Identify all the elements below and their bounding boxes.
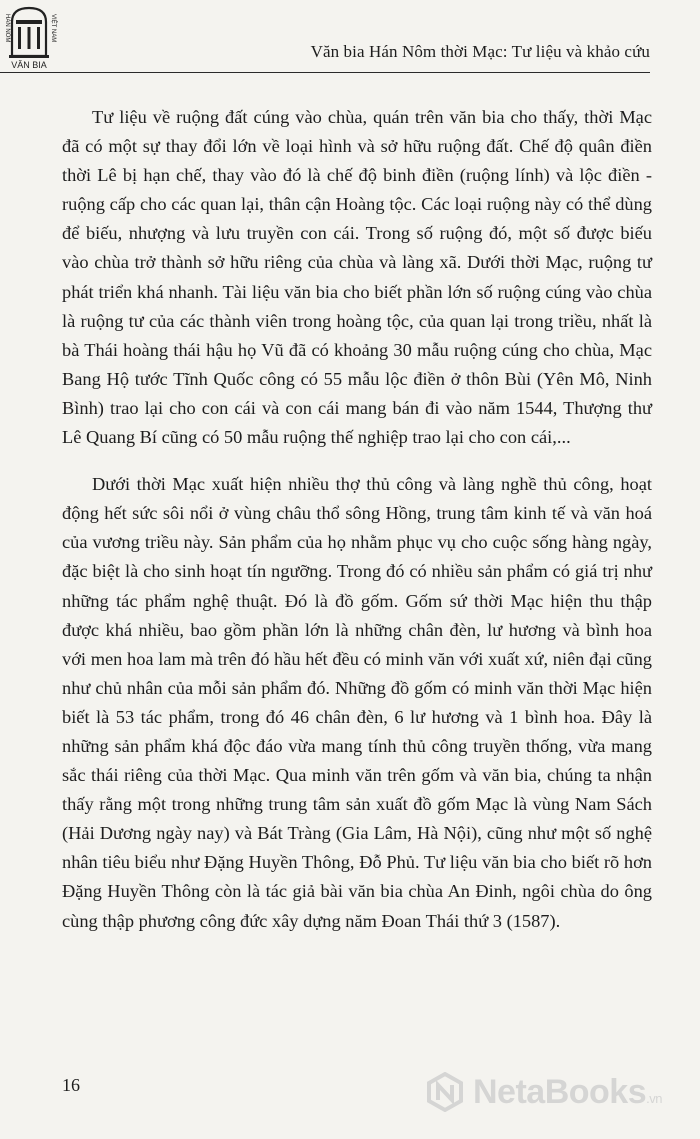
paragraph-land-ownership: Tư liệu về ruộng đất cúng vào chùa, quán trên văn bia cho thấy, thời Mạc đã có một sự thay đổi lớn về loại hình và sở hữu ruộng đất. Chế độ quân điền thời Lê bị hạn chế, thay vào đó là chế độ binh điền (ruộng lính) và lộc điền - ruộng cấp cho các quan lại, thân cận Hoàng tộc. Các loại ruộng này có thể dùng để biếu, nhượng và lưu truyền con cái. Trong số ruộng đó, một số được biếu vào chùa trở thành sở hữu riêng của chùa và làng xã. Dưới thời Mạc, ruộng tư phát triển khá nhanh. Tài liệu văn bia cho biết phần lớn số ruộng cúng vào chùa là ruộng tư của các thành viên trong hoàng tộc, của quan lại trong triều, nhất là bà Thái hoàng thái hậu họ Vũ đã có khoảng 30 mẫu ruộng cúng cho chùa, Mạc Bang Hộ tước Tĩnh Quốc công có 55 mẫu lộc điền ở thôn Bùi (Yên Mô, Ninh Bình) trao lại cho con cái và con cái mang bán đi vào năm 1544, Thượng thư Lê Quang Bí cũng có 50 mẫu ruộng thế nghiệp trao lại cho con cái,... [62,107,652,448]
running-header: Văn bia Hán Nôm thời Mạc: Tư liệu và khảo cứu [310,42,650,61]
watermark-suffix: .vn [646,1090,662,1106]
svg-text:VĂN BIA: VĂN BIA [11,60,47,70]
netabooks-logo-icon [425,1072,465,1112]
watermark [425,1064,690,1120]
library-logo [0,0,58,72]
page-body [62,103,652,936]
svg-text:HÁN NÔM: HÁN NÔM [4,14,10,43]
stele-logo-icon [0,0,58,72]
header-rule [0,72,650,73]
svg-text:VIỆT NAM: VIỆT NAM [50,14,56,43]
paragraph-ceramics: Dưới thời Mạc xuất hiện nhiều thợ thủ công và làng nghề thủ công, hoạt động hết sức sôi nổi ở vùng châu thổ sông Hồng, trung tâm kinh tế và văn hoá của vương triều này. Sản phẩm của họ nhằm phục vụ cho cuộc sống hàng ngày, đặc biệt là cho sinh hoạt tín ngưỡng. Trong đó có nhiều sản phẩm có giá trị như những tác phẩm nghệ thuật. Đó là đồ gốm. Gốm sứ thời Mạc hiện thu thập được khá nhiều, bao gồm phần lớn là những chân đèn, lư hương và bình hoa với men hoa lam mà trên đó hầu hết đều có minh văn với xuất xứ, niên đại cũng như chủ nhân của mỗi sản phẩm đó. Những đồ gốm có minh văn thời Mạc hiện biết là 53 tác phẩm, trong đó 46 chân đèn, 6 lư hương và 1 bình hoa. Đây là những sản phẩm khá độc đáo vừa mang tính thủ công truyền thống, vừa mang sắc thái riêng của thời Mạc. Qua minh văn trên gốm và văn bia, chúng ta nhận thấy rằng một trong những trung tâm sản xuất đồ gốm Mạc là vùng Nam Sách (Hải Dương ngày nay) và Bát Tràng (Gia Lâm, Hà Nội), cũng như một số nghệ nhân tiêu biểu như Đặng Huyền Thông, Đỗ Phủ. Tư liệu văn bia cho biết rõ hơn Đặng Huyền Thông còn là tác giả bài văn bia chùa An Đinh, ngôi chùa do ông cùng thập phương công đức xây dựng năm Đoan Thái thứ 3 (1587). [62,474,652,931]
page-number: 16 [62,1075,80,1095]
watermark-brand: NetaBooks [473,1072,647,1111]
watermark-text [473,1073,662,1112]
